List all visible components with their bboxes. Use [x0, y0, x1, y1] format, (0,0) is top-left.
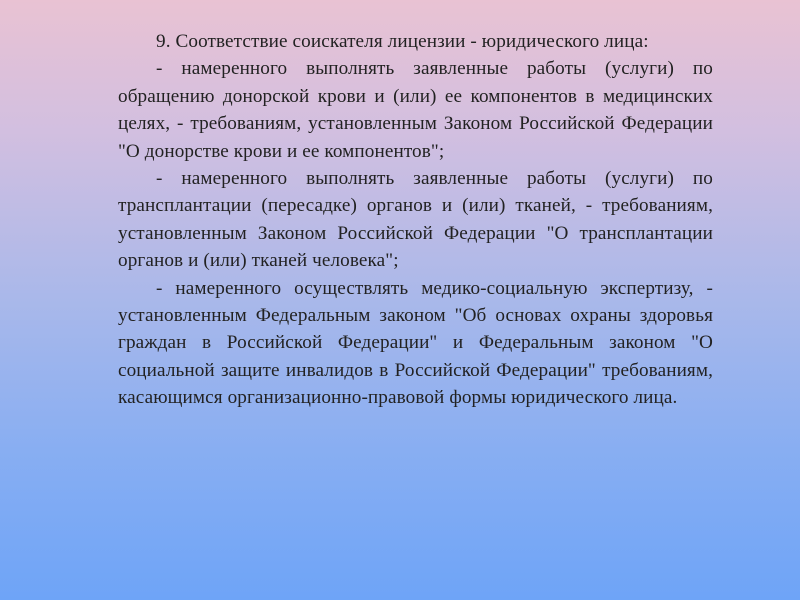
requirement-transplantation: - намеренного выполнять заявленные работы (услуги) по трансплантации (пересадке) органов и (или) тканей, - требованиям, установленным Законом Российской Федерации "О трансплантации органов и (или) тканей человека"; — [118, 168, 713, 272]
requirement-medical-social-expertise: - намеренного осуществлять медико-социальную экспертизу, - установленным Федеральным законом "Об основах охраны здоровья граждан в Российской Федерации" и Федеральным законом "О социальной защите инвалидов в Российской Федерации" требованиям, касающимся организационно-правовой формы юридического лица. — [118, 277, 713, 409]
requirement-blood-donation: - намеренного выполнять заявленные работы (услуги) по обращению донорской крови и (или) ее компонентов в медицинских целях, - требованиям, установленным Законом Российской Федерации "О донорстве крови и ее компонентов"; — [118, 58, 713, 162]
section-heading: 9. Соответствие соискателя лицензии - юридического лица: — [156, 31, 649, 52]
slide-text-block — [118, 28, 713, 412]
